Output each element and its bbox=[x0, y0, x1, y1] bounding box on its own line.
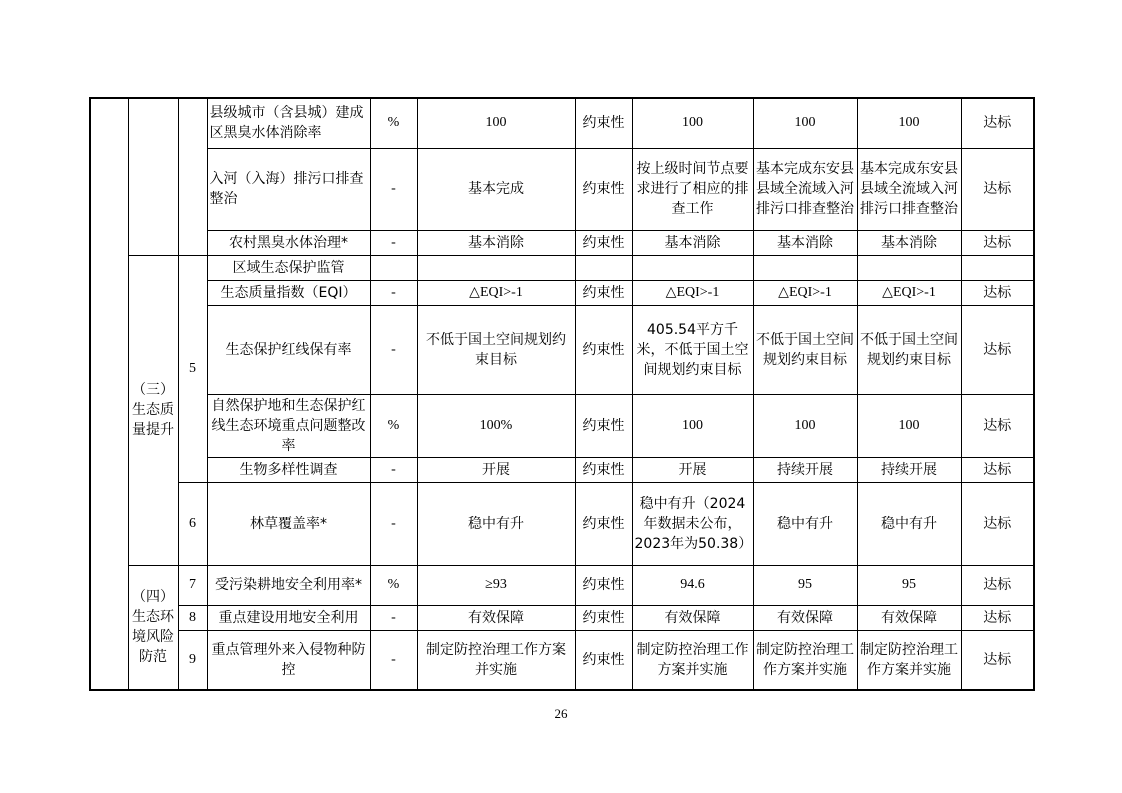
target-cell: 100% bbox=[417, 394, 575, 457]
unit-cell: % bbox=[370, 565, 417, 605]
value-cell: 不低于国土空间规划约束目标 bbox=[753, 305, 857, 394]
value-cell: 制定防控治理工作方案并实施 bbox=[632, 630, 753, 690]
table-row bbox=[90, 280, 1034, 305]
table-row bbox=[90, 630, 1034, 690]
target-cell: 稳中有升 bbox=[417, 482, 575, 565]
number-cell: 6 bbox=[178, 482, 207, 565]
value-cell: 100 bbox=[857, 98, 961, 148]
value-cell: 100 bbox=[632, 98, 753, 148]
target-cell: 有效保障 bbox=[417, 605, 575, 630]
indicator-cell: 重点管理外来入侵物种防控 bbox=[207, 630, 370, 690]
indicator-cell: 入河（入海）排污口排查整治 bbox=[207, 148, 370, 230]
unit-cell: - bbox=[370, 305, 417, 394]
table-row bbox=[90, 394, 1034, 457]
indicator-cell: 生态保护红线保有率 bbox=[207, 305, 370, 394]
table-row bbox=[90, 230, 1034, 255]
value-cell: 100 bbox=[632, 394, 753, 457]
number-cell-prev bbox=[178, 98, 207, 255]
value-cell: 制定防控治理工作方案并实施 bbox=[753, 630, 857, 690]
target-cell: 不低于国土空间规划约束目标 bbox=[417, 305, 575, 394]
value-cell: 基本完成东安县县域全流域入河排污口排查整治 bbox=[857, 148, 961, 230]
type-cell bbox=[575, 255, 632, 280]
value-cell: 基本消除 bbox=[632, 230, 753, 255]
status-cell: 达标 bbox=[961, 457, 1034, 482]
value-cell: 100 bbox=[753, 98, 857, 148]
type-cell: 约束性 bbox=[575, 565, 632, 605]
value-cell: 按上级时间节点要求进行了相应的排查工作 bbox=[632, 148, 753, 230]
number-cell: 7 bbox=[178, 565, 207, 605]
table-row bbox=[90, 565, 1034, 605]
indicator-cell: 县级城市（含县城）建成区黑臭水体消除率 bbox=[207, 98, 370, 148]
value-cell: 基本完成东安县县域全流域入河排污口排查整治 bbox=[753, 148, 857, 230]
unit-cell: - bbox=[370, 230, 417, 255]
value-cell: 稳中有升 bbox=[753, 482, 857, 565]
status-cell: 达标 bbox=[961, 98, 1034, 148]
type-cell: 约束性 bbox=[575, 280, 632, 305]
indicator-cell: 受污染耕地安全利用率* bbox=[207, 565, 370, 605]
unit-cell: - bbox=[370, 148, 417, 230]
unit-cell: % bbox=[370, 394, 417, 457]
table-row bbox=[90, 605, 1034, 630]
value-cell: △EQI>-1 bbox=[753, 280, 857, 305]
value-cell: 稳中有升（2024年数据未公布，2023年为50.38） bbox=[632, 482, 753, 565]
indicator-cell: 生物多样性调查 bbox=[207, 457, 370, 482]
category-cell: （四）生态环境风险防范 bbox=[128, 565, 178, 690]
target-cell: △EQI>-1 bbox=[417, 280, 575, 305]
value-cell: 有效保障 bbox=[753, 605, 857, 630]
category-cell-prev bbox=[128, 98, 178, 255]
unit-cell: - bbox=[370, 482, 417, 565]
type-cell: 约束性 bbox=[575, 305, 632, 394]
value-cell: 基本消除 bbox=[857, 230, 961, 255]
indicator-cell: 农村黑臭水体治理* bbox=[207, 230, 370, 255]
status-cell: 达标 bbox=[961, 305, 1034, 394]
value-cell: 94.6 bbox=[632, 565, 753, 605]
status-cell: 达标 bbox=[961, 565, 1034, 605]
status-cell bbox=[961, 255, 1034, 280]
indicator-cell: 生态质量指数（EQI） bbox=[207, 280, 370, 305]
value-cell: △EQI>-1 bbox=[857, 280, 961, 305]
value-cell: 有效保障 bbox=[632, 605, 753, 630]
target-cell: 开展 bbox=[417, 457, 575, 482]
unit-cell: - bbox=[370, 605, 417, 630]
target-cell: 基本消除 bbox=[417, 230, 575, 255]
value-cell: △EQI>-1 bbox=[632, 280, 753, 305]
number-cell: 5 bbox=[178, 255, 207, 482]
table-row bbox=[90, 305, 1034, 394]
unit-cell: - bbox=[370, 630, 417, 690]
value-cell: 持续开展 bbox=[857, 457, 961, 482]
value-cell: 95 bbox=[857, 565, 961, 605]
type-cell: 约束性 bbox=[575, 230, 632, 255]
status-cell: 达标 bbox=[961, 630, 1034, 690]
target-cell: 基本完成 bbox=[417, 148, 575, 230]
number-cell: 8 bbox=[178, 605, 207, 630]
value-cell bbox=[857, 255, 961, 280]
status-cell: 达标 bbox=[961, 482, 1034, 565]
status-cell: 达标 bbox=[961, 394, 1034, 457]
category-cell: （三）生态质量提升 bbox=[128, 255, 178, 565]
target-cell: ≥93 bbox=[417, 565, 575, 605]
value-cell: 稳中有升 bbox=[857, 482, 961, 565]
table-row bbox=[90, 255, 1034, 280]
unit-cell bbox=[370, 255, 417, 280]
table-row bbox=[90, 457, 1034, 482]
value-cell: 100 bbox=[753, 394, 857, 457]
type-cell: 约束性 bbox=[575, 457, 632, 482]
value-cell: 不低于国土空间规划约束目标 bbox=[857, 305, 961, 394]
target-cell bbox=[417, 255, 575, 280]
table-row bbox=[90, 482, 1034, 565]
value-cell bbox=[632, 255, 753, 280]
type-cell: 约束性 bbox=[575, 394, 632, 457]
table-row bbox=[90, 98, 1034, 148]
number-cell: 9 bbox=[178, 630, 207, 690]
indicator-cell: 自然保护地和生态保护红线生态环境重点问题整改率 bbox=[207, 394, 370, 457]
indicator-cell: 重点建设用地安全利用 bbox=[207, 605, 370, 630]
status-cell: 达标 bbox=[961, 605, 1034, 630]
type-cell: 约束性 bbox=[575, 630, 632, 690]
value-cell: 开展 bbox=[632, 457, 753, 482]
value-cell: 基本消除 bbox=[753, 230, 857, 255]
type-cell: 约束性 bbox=[575, 98, 632, 148]
indicator-cell: 区域生态保护监管 bbox=[207, 255, 370, 280]
status-cell: 达标 bbox=[961, 280, 1034, 305]
page-number: 26 bbox=[554, 706, 568, 721]
type-cell: 约束性 bbox=[575, 605, 632, 630]
status-cell: 达标 bbox=[961, 148, 1034, 230]
target-cell: 100 bbox=[417, 98, 575, 148]
value-cell: 持续开展 bbox=[753, 457, 857, 482]
indicator-table bbox=[89, 97, 1035, 691]
unit-cell: - bbox=[370, 457, 417, 482]
unit-cell: % bbox=[370, 98, 417, 148]
value-cell: 405.54平方千米，不低于国土空间规划约束目标 bbox=[632, 305, 753, 394]
value-cell: 制定防控治理工作方案并实施 bbox=[857, 630, 961, 690]
target-cell: 制定防控治理工作方案并实施 bbox=[417, 630, 575, 690]
value-cell: 100 bbox=[857, 394, 961, 457]
blank-first-column bbox=[90, 98, 128, 690]
table-row bbox=[90, 148, 1034, 230]
type-cell: 约束性 bbox=[575, 482, 632, 565]
value-cell: 95 bbox=[753, 565, 857, 605]
status-cell: 达标 bbox=[961, 230, 1034, 255]
value-cell bbox=[753, 255, 857, 280]
type-cell: 约束性 bbox=[575, 148, 632, 230]
indicator-cell: 林草覆盖率* bbox=[207, 482, 370, 565]
unit-cell: - bbox=[370, 280, 417, 305]
value-cell: 有效保障 bbox=[857, 605, 961, 630]
